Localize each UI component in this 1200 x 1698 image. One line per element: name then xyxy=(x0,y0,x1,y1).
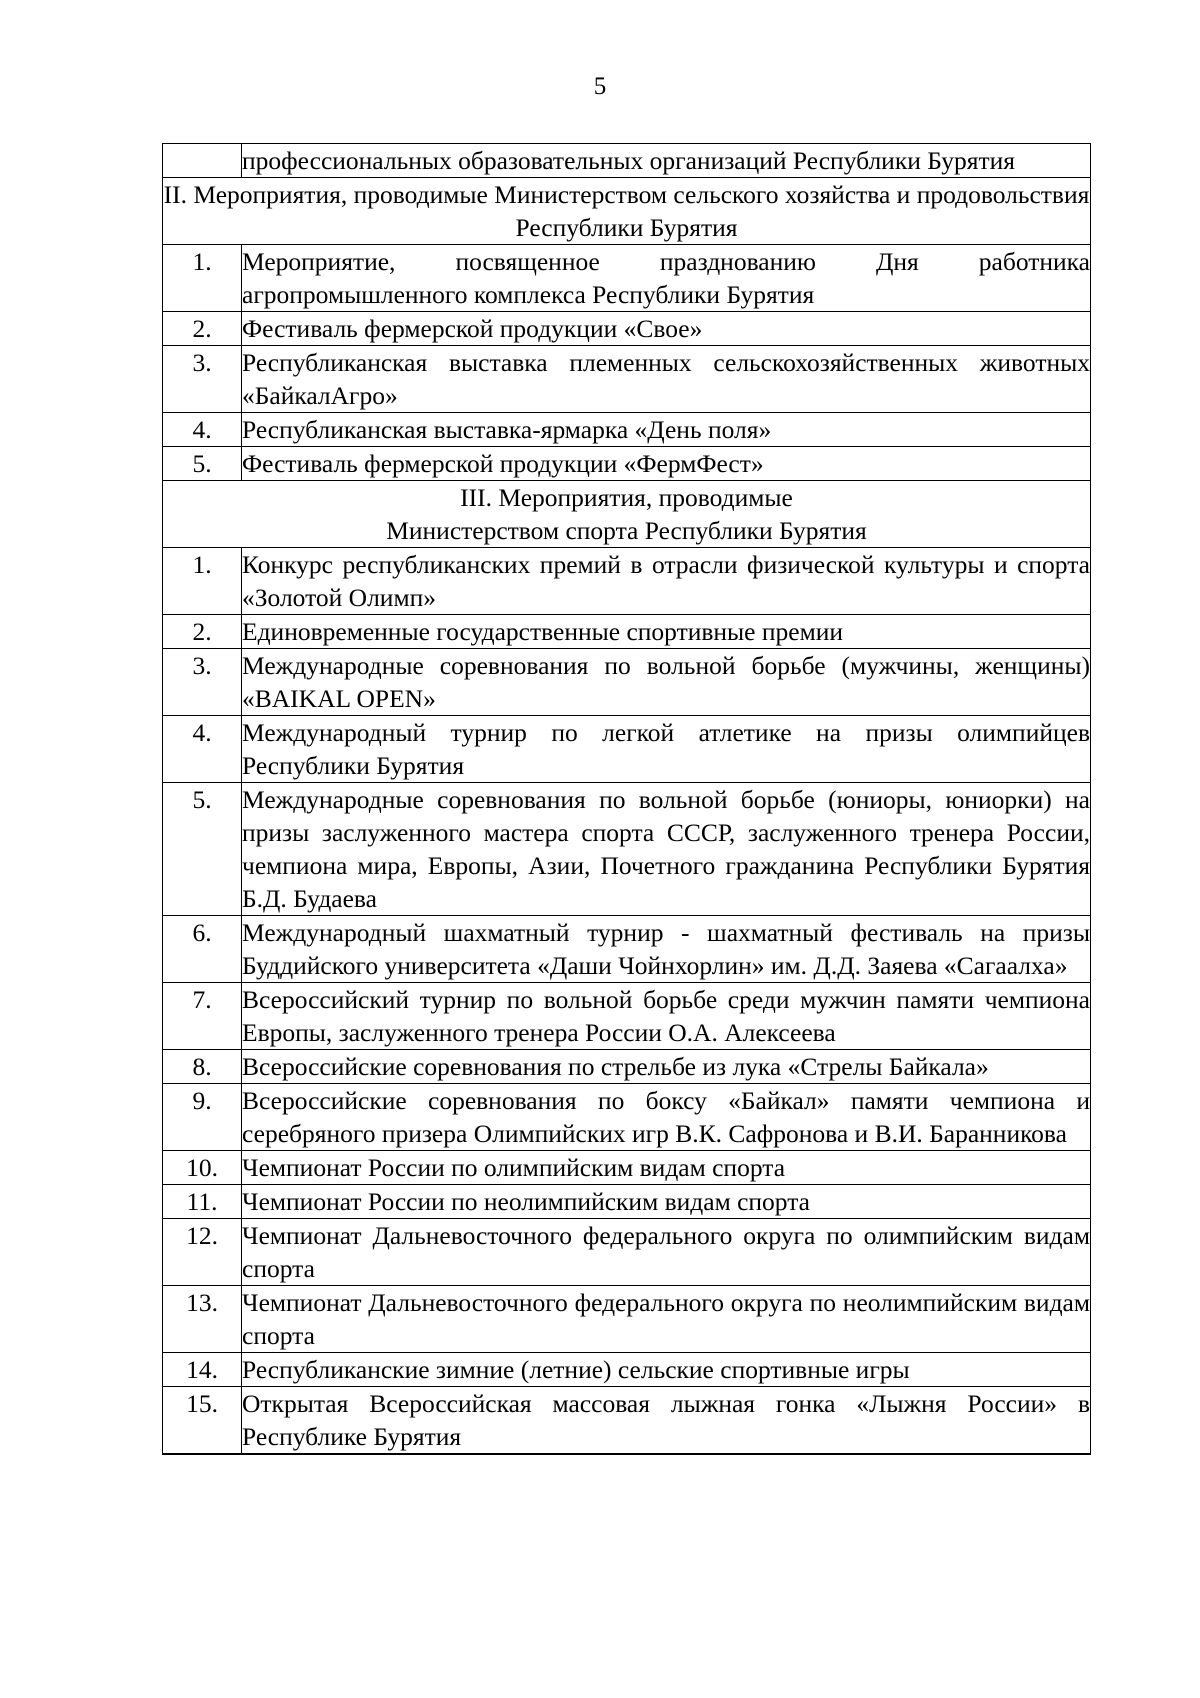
row-number: 7. xyxy=(163,983,242,1050)
row-text: Международный шахматный турнир - шахматный фестиваль на призы Буддийского университета «Даши Чойнхорлин» им. Д.Д. Заяева «Сагаалха» xyxy=(242,916,1091,983)
row-text: Республиканские зимние (летние) сельские спортивные игры xyxy=(242,1353,1091,1387)
table-row xyxy=(163,1387,1091,1454)
page-number: 5 xyxy=(593,73,607,100)
table-row xyxy=(163,1353,1091,1387)
section-title: II. Мероприятия, проводимые Министерством сельского хозяйства и продовольствия Республики Бурятия xyxy=(163,178,1091,245)
row-number: 3. xyxy=(163,649,242,716)
table-row xyxy=(163,716,1091,783)
table-row xyxy=(163,1151,1091,1185)
row-text: Международный турнир по легкой атлетике на призы олимпийцев Республики Бурятия xyxy=(242,716,1091,783)
row-number: 5. xyxy=(163,783,242,916)
section-header-row xyxy=(163,481,1091,548)
row-number: 8. xyxy=(163,1050,242,1084)
table-row xyxy=(163,144,1091,178)
row-number: 6. xyxy=(163,916,242,983)
row-text: Всероссийские соревнования по стрельбе из лука «Стрелы Байкала» xyxy=(242,1050,1091,1084)
events-table-body xyxy=(163,144,1091,1455)
table-row xyxy=(163,1185,1091,1219)
table-row xyxy=(163,916,1091,983)
row-text: Всероссийский турнир по вольной борьбе среди мужчин памяти чемпиона Европы, заслуженного тренера России О.А. Алексеева xyxy=(242,983,1091,1050)
row-number: 9. xyxy=(163,1084,242,1151)
row-number: 1. xyxy=(163,245,242,312)
table-row xyxy=(163,346,1091,413)
table-row xyxy=(163,649,1091,716)
row-number: 4. xyxy=(163,716,242,783)
row-number: 5. xyxy=(163,447,242,481)
row-number: 3. xyxy=(163,346,242,413)
row-text: Фестиваль фермерской продукции «ФермФест» xyxy=(242,447,1091,481)
section-header-row xyxy=(163,178,1091,245)
row-number: 4. xyxy=(163,413,242,447)
row-text xyxy=(242,1454,1091,1455)
table-row xyxy=(163,615,1091,649)
row-number: 1. xyxy=(163,548,242,615)
row-text: Международные соревнования по вольной борьбе (юниоры, юниорки) на призы заслуженного мастера спорта СССР, заслуженного тренера России, чемпиона мира, Европы, Азии, Почетного гражданина Республики Бурятия Б.Д. Будаева xyxy=(242,783,1091,916)
row-text: Всероссийские соревнования по боксу «Байкал» памяти чемпиона и серебряного призера Олимпийских игр В.К. Сафронова и В.И. Баранникова xyxy=(242,1084,1091,1151)
row-text: Чемпионат Дальневосточного федерального округа по неолимпийским видам спорта xyxy=(242,1286,1091,1353)
table-row xyxy=(163,312,1091,346)
row-number: 15. xyxy=(163,1387,242,1454)
table-row xyxy=(163,245,1091,312)
events-table xyxy=(162,143,1091,1455)
row-text: Единовременные государственные спортивные премии xyxy=(242,615,1091,649)
table-row xyxy=(163,1050,1091,1084)
row-text: Республиканская выставка племенных сельскохозяйственных животных «БайкалАгро» xyxy=(242,346,1091,413)
table-row xyxy=(163,983,1091,1050)
table-row xyxy=(163,1286,1091,1353)
row-number: 14. xyxy=(163,1353,242,1387)
table-row xyxy=(163,783,1091,916)
row-text: Мероприятие, посвященное празднованию Дня работника агропромышленного комплекса Республики Бурятия xyxy=(242,245,1091,312)
row-number xyxy=(163,144,242,178)
row-text: Фестиваль фермерской продукции «Свое» xyxy=(242,312,1091,346)
row-text: Открытая Всероссийская массовая лыжная гонка «Лыжня России» в Республике Бурятия xyxy=(242,1387,1091,1454)
row-text: Республиканская выставка-ярмарка «День поля» xyxy=(242,413,1091,447)
row-number: 12. xyxy=(163,1219,242,1286)
table-row xyxy=(163,413,1091,447)
row-text: профессиональных образовательных организаций Республики Бурятия xyxy=(242,144,1091,178)
row-number: 11. xyxy=(163,1185,242,1219)
table-row xyxy=(163,1454,1091,1455)
table-row xyxy=(163,1219,1091,1286)
row-text: Чемпионат России по олимпийским видам спорта xyxy=(242,1151,1091,1185)
table-row xyxy=(163,447,1091,481)
row-number: 2. xyxy=(163,312,242,346)
table-row xyxy=(163,548,1091,615)
row-number: 10. xyxy=(163,1151,242,1185)
row-number xyxy=(163,1454,242,1455)
row-text: Конкурс республиканских премий в отрасли физической культуры и спорта «Золотой Олимп» xyxy=(242,548,1091,615)
row-number: 13. xyxy=(163,1286,242,1353)
row-text: Международные соревнования по вольной борьбе (мужчины, женщины) «BAIKAL OPEN» xyxy=(242,649,1091,716)
row-number: 2. xyxy=(163,615,242,649)
row-text: Чемпионат Дальневосточного федерального округа по олимпийским видам спорта xyxy=(242,1219,1091,1286)
section-title: III. Мероприятия, проводимые Министерством спорта Республики Бурятия xyxy=(163,481,1091,548)
table-row xyxy=(163,1084,1091,1151)
row-text: Чемпионат России по неолимпийским видам спорта xyxy=(242,1185,1091,1219)
